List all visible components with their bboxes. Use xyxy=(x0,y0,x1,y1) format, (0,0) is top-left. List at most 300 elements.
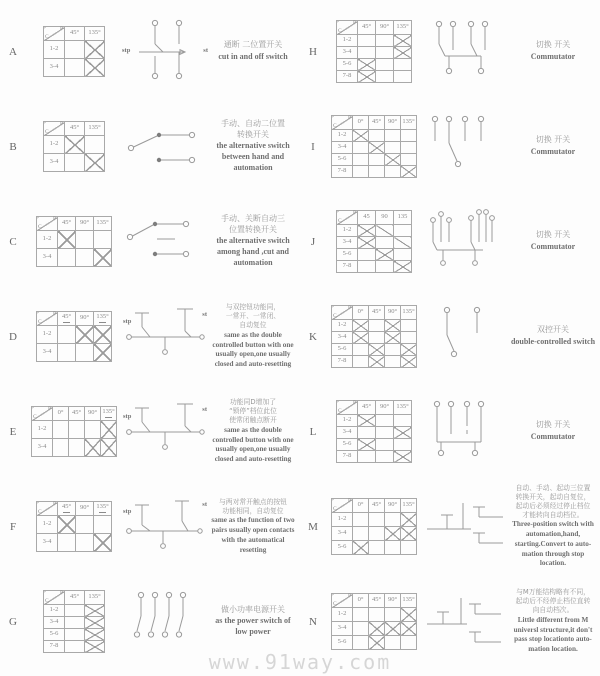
symbol-label-stp: stp xyxy=(123,507,132,515)
contact-pair-label: 3-4 xyxy=(337,47,358,59)
position-contact-grid xyxy=(336,400,412,463)
degree-label: 45 xyxy=(363,213,370,221)
closed-contact-mark xyxy=(353,541,369,555)
empty-cell xyxy=(369,513,385,527)
contact-pair-label: 1-2 xyxy=(332,608,353,622)
closed-contact-mark xyxy=(85,641,105,653)
position-corner-label: P xyxy=(352,210,356,216)
empty-cell xyxy=(394,59,412,71)
position-corner-label: P xyxy=(347,593,351,599)
empty-cell xyxy=(358,47,376,59)
empty-cell xyxy=(65,41,85,59)
degree-header xyxy=(94,312,112,326)
empty-cell xyxy=(353,608,369,622)
empty-cell xyxy=(385,513,401,527)
degree-label: 45° xyxy=(371,118,382,126)
chinese-line: 切换 开关 xyxy=(535,420,571,430)
corner-cell xyxy=(332,306,353,320)
position-contact-grid xyxy=(43,590,105,653)
commutator-l-icon xyxy=(422,396,508,468)
empty-cell xyxy=(76,249,94,267)
empty-cell xyxy=(369,130,385,142)
corner-cell xyxy=(337,21,358,35)
position-contact-table xyxy=(326,400,422,463)
empty-cell xyxy=(369,154,385,166)
degree-label: 135° xyxy=(402,501,415,509)
closed-contact-mark xyxy=(358,237,376,249)
closed-contact-mark xyxy=(353,320,369,332)
empty-cell xyxy=(394,71,412,83)
closed-contact-mark xyxy=(385,154,401,166)
contact-pair-label: 7-8 xyxy=(337,451,358,463)
contact-pair-label: 5-6 xyxy=(44,629,65,641)
row-letter: A xyxy=(9,45,17,58)
buttons-m-icon xyxy=(422,491,508,563)
degree-header xyxy=(85,122,105,136)
watermark: www.91way.com xyxy=(208,650,392,674)
degree-label: 45° xyxy=(61,219,72,227)
contact-pair-label: 1-2 xyxy=(337,35,358,47)
empty-cell xyxy=(394,249,412,261)
empty-cell xyxy=(353,527,369,541)
four-breaks-icon xyxy=(122,586,208,658)
empty-cell xyxy=(58,534,76,552)
commutator-j-icon xyxy=(422,206,508,278)
selector-two-icon xyxy=(122,111,208,183)
closed-contact-mark xyxy=(358,415,376,427)
description xyxy=(208,119,300,173)
degree-label: 0° xyxy=(57,409,64,417)
closed-contact-mark xyxy=(394,47,412,59)
symbol-label-stp: stp xyxy=(123,412,132,420)
chinese-line: 转换开关 xyxy=(237,129,269,139)
degree-label: 90 xyxy=(381,213,388,221)
empty-cell xyxy=(358,249,376,261)
closed-contact-mark xyxy=(94,534,112,552)
row-letter: L xyxy=(309,425,317,438)
contact-pair-label: 3-4 xyxy=(337,237,358,249)
degree-header xyxy=(58,502,76,516)
degree-label: 45° xyxy=(71,409,82,417)
description-english: cut in and off switch xyxy=(218,51,288,61)
degree-header xyxy=(394,401,412,415)
contact-pair-label: 1-2 xyxy=(332,320,353,332)
position-contact-table xyxy=(26,590,122,653)
position-contact-table xyxy=(26,26,122,77)
empty-cell xyxy=(76,516,94,534)
symbol-label-st: st xyxy=(202,310,207,318)
empty-cell xyxy=(394,225,412,237)
empty-cell xyxy=(69,421,85,439)
position-contact-grid xyxy=(336,210,412,273)
switch-row-F xyxy=(0,479,300,574)
empty-cell xyxy=(358,427,376,439)
degree-header xyxy=(85,407,101,421)
chinese-line: 手动、关断自动三 xyxy=(221,214,285,224)
degree-label: 135° xyxy=(96,219,109,227)
switch-row-L xyxy=(300,384,600,479)
symbol-label-st: st xyxy=(203,47,208,55)
chinese-line: 转换开关，起动自复位， xyxy=(515,492,591,501)
degree-label: 45° xyxy=(69,29,80,37)
empty-cell xyxy=(376,415,394,427)
degree-label: 45° xyxy=(361,23,372,31)
degree-header xyxy=(76,312,94,326)
degree-label: 45° xyxy=(371,596,382,604)
closed-contact-mark xyxy=(401,356,417,368)
degree-header xyxy=(65,591,85,605)
degree-header xyxy=(394,21,412,35)
position-contact-table xyxy=(26,406,122,457)
empty-cell xyxy=(94,231,112,249)
chinese-line: 切换 开关 xyxy=(535,135,571,145)
empty-cell xyxy=(385,541,401,555)
degree-header xyxy=(358,211,376,225)
closed-contact-mark xyxy=(401,608,417,622)
closed-contact-mark xyxy=(85,59,105,77)
symbol-label-st: st xyxy=(202,405,207,413)
right-column xyxy=(300,0,600,676)
empty-cell xyxy=(385,608,401,622)
position-corner-label: P xyxy=(59,590,63,596)
closed-contact-mark xyxy=(394,261,412,273)
chinese-line: 一常开、一常闭、 xyxy=(225,312,281,321)
empty-cell xyxy=(369,608,385,622)
closed-contact-mark xyxy=(385,527,401,541)
closed-contact-mark xyxy=(85,154,105,172)
contact-pair-label: 3-4 xyxy=(332,142,353,154)
description-chinese xyxy=(209,214,297,235)
switch-row-A xyxy=(0,4,300,99)
position-contact-table xyxy=(26,121,122,172)
closed-contact-mark xyxy=(94,249,112,267)
contact-pair-label: 3-4 xyxy=(44,59,65,77)
contact-pair-label: 3-4 xyxy=(337,427,358,439)
degree-header xyxy=(358,401,376,415)
closed-contact-mark xyxy=(376,249,394,261)
closed-contact-mark xyxy=(401,527,417,541)
empty-cell xyxy=(65,617,85,629)
closed-contact-mark xyxy=(385,622,401,636)
degree-header xyxy=(65,122,85,136)
empty-cell xyxy=(401,636,417,650)
description xyxy=(208,303,300,369)
empty-cell xyxy=(376,261,394,273)
description-chinese xyxy=(509,484,597,519)
description xyxy=(208,40,300,62)
empty-cell xyxy=(58,249,76,267)
chinese-line: 位置转换开关 xyxy=(229,224,277,234)
pushpull-two-icon xyxy=(122,16,208,88)
degree-label: 0° xyxy=(357,118,364,126)
degree-label: 135° xyxy=(402,118,415,126)
position-contact-grid xyxy=(331,305,417,368)
closed-contact-mark xyxy=(401,166,417,178)
description-english: same as the double controlled button with one usually open,one usually closed and auto-resetting xyxy=(212,425,294,463)
contact-pair-label: 5-6 xyxy=(332,636,353,650)
contact-pair-label: 3-4 xyxy=(32,439,53,457)
description-chinese xyxy=(209,40,297,50)
description xyxy=(208,605,300,638)
row-letter: D xyxy=(9,330,17,343)
closed-contact-mark xyxy=(85,629,105,641)
empty-cell xyxy=(369,320,385,332)
contact-pair-label: 5-6 xyxy=(332,344,353,356)
chinese-line: 通断 二位置开关 xyxy=(223,40,283,50)
contact-pair-label: 1-2 xyxy=(32,421,53,439)
closed-contact-mark xyxy=(394,427,412,439)
chinese-line: 自动复位 xyxy=(239,320,267,329)
contact-corner-label: C xyxy=(333,505,337,512)
empty-cell xyxy=(358,451,376,463)
description xyxy=(208,498,300,556)
description-chinese xyxy=(209,119,297,140)
degree-label: 90° xyxy=(387,501,398,509)
degree-header xyxy=(369,594,385,608)
commutator-i-icon xyxy=(422,111,508,183)
contact-pair-label: 3-4 xyxy=(37,534,58,552)
description-english: Commutator xyxy=(530,51,576,61)
closed-contact-mark xyxy=(369,636,385,650)
empty-cell xyxy=(76,534,94,552)
degree-label: 45° xyxy=(61,313,72,321)
contact-pair-label: 3-4 xyxy=(37,344,58,362)
position-contact-grid xyxy=(336,20,412,83)
closed-contact-mark xyxy=(353,130,369,142)
degree-label: 135° xyxy=(88,593,101,601)
position-contact-table xyxy=(326,305,422,368)
switch-row-I xyxy=(300,99,600,194)
commutator-h-icon xyxy=(422,16,508,88)
degree-header xyxy=(385,594,401,608)
degree-label: 135° xyxy=(396,23,409,31)
position-contact-grid xyxy=(31,406,117,457)
degree-label: 135° xyxy=(396,403,409,411)
degree-header xyxy=(369,499,385,513)
closed-contact-mark xyxy=(76,326,94,344)
row-letter: C xyxy=(9,235,17,248)
empty-cell xyxy=(385,130,401,142)
degree-label: 45° xyxy=(69,593,80,601)
degree-header xyxy=(94,502,112,516)
degree-header xyxy=(394,211,412,225)
contact-pair-label: 3-4 xyxy=(44,154,65,172)
corner-cell xyxy=(332,594,353,608)
contact-corner-label: C xyxy=(45,128,49,135)
corner-cell xyxy=(37,217,58,231)
description xyxy=(208,214,300,268)
description-chinese xyxy=(509,230,597,240)
contact-corner-label: C xyxy=(38,318,42,325)
row-letter: F xyxy=(9,520,17,533)
contact-pair-label: 1-2 xyxy=(337,225,358,237)
description-english: same as the double controlled button with one usually open,one usually closed and auto-resetting xyxy=(212,330,294,368)
degree-header xyxy=(401,594,417,608)
contact-pair-label: 1-2 xyxy=(37,231,58,249)
empty-cell xyxy=(401,130,417,142)
empty-cell xyxy=(376,47,394,59)
degree-header xyxy=(53,407,69,421)
description-english: as the power switch of low power xyxy=(215,616,291,637)
momentary-dash xyxy=(99,512,106,513)
empty-cell xyxy=(353,166,369,178)
momentary-dash xyxy=(99,322,106,323)
description-chinese xyxy=(209,398,297,424)
degree-label: 90° xyxy=(79,314,90,322)
description-english: double-controlled switch xyxy=(510,336,596,346)
closed-contact-mark xyxy=(394,35,412,47)
chinese-line: 与双控钮功能同， xyxy=(225,303,281,312)
degree-header xyxy=(401,306,417,320)
contact-pair-label: 1-2 xyxy=(44,605,65,617)
empty-cell xyxy=(369,527,385,541)
empty-cell xyxy=(401,541,417,555)
degree-label: 90° xyxy=(79,219,90,227)
description-chinese xyxy=(209,303,297,329)
position-corner-label: P xyxy=(47,406,51,412)
switch-row-D xyxy=(0,289,300,384)
description-english: the alternative switch among hand ,cut and automation xyxy=(216,236,290,267)
chinese-line: “锁停”档位此位 xyxy=(229,407,277,416)
degree-header xyxy=(94,217,112,231)
empty-cell xyxy=(401,320,417,332)
contact-pair-label: 1-2 xyxy=(44,136,65,154)
degree-label: 135° xyxy=(402,308,415,316)
position-corner-label: P xyxy=(347,305,351,311)
contact-pair-label: 7-8 xyxy=(332,356,353,368)
closed-contact-mark xyxy=(401,344,417,356)
position-corner-label: P xyxy=(52,216,56,222)
closed-contact-mark xyxy=(394,237,412,249)
degree-label: 135° xyxy=(88,29,101,37)
closed-contact-mark xyxy=(358,71,376,83)
contact-corner-label: C xyxy=(333,312,337,319)
degree-label: 135° xyxy=(102,408,115,416)
degree-header xyxy=(358,21,376,35)
position-contact-grid xyxy=(36,216,112,267)
empty-cell xyxy=(65,154,85,172)
empty-cell xyxy=(369,166,385,178)
closed-contact-mark xyxy=(358,439,376,451)
degree-header xyxy=(385,306,401,320)
chinese-line: 使常闭触点断开 xyxy=(229,415,277,424)
degree-header xyxy=(376,401,394,415)
description-english: the alternative switch between hand and automation xyxy=(216,141,290,172)
contact-pair-label: 1-2 xyxy=(37,326,58,344)
empty-cell xyxy=(353,154,369,166)
closed-contact-mark xyxy=(85,439,101,457)
chinese-line: 双控开关 xyxy=(537,325,569,335)
corner-cell xyxy=(32,407,53,421)
description xyxy=(508,325,600,347)
corner-cell xyxy=(337,211,358,225)
empty-cell xyxy=(385,142,401,154)
degree-label: 45° xyxy=(371,308,382,316)
degree-header xyxy=(85,591,105,605)
degree-header xyxy=(353,499,369,513)
position-contact-grid xyxy=(331,115,417,178)
empty-cell xyxy=(376,451,394,463)
contact-pair-label: 5-6 xyxy=(337,439,358,451)
momentary-dash xyxy=(105,417,112,418)
closed-contact-mark xyxy=(85,605,105,617)
row-letter: N xyxy=(309,615,317,628)
description-chinese xyxy=(509,40,597,50)
contact-pair-label: 7-8 xyxy=(332,166,353,178)
degree-header xyxy=(353,306,369,320)
closed-contact-mark xyxy=(358,225,376,237)
symbol-label-st: st xyxy=(202,500,207,508)
contact-pair-label: 1-2 xyxy=(332,130,353,142)
position-corner-label: P xyxy=(347,115,351,121)
empty-cell xyxy=(385,636,401,650)
corner-cell xyxy=(44,591,65,605)
contact-pair-label: 3-4 xyxy=(44,617,65,629)
position-contact-grid xyxy=(36,501,112,552)
description-chinese xyxy=(509,135,597,145)
closed-contact-mark xyxy=(369,356,385,368)
degree-header xyxy=(85,27,105,41)
degree-label: 135° xyxy=(96,503,109,511)
empty-cell xyxy=(353,142,369,154)
selector-three-icon xyxy=(122,206,208,278)
contact-corner-label: C xyxy=(333,600,337,607)
description-chinese xyxy=(209,498,297,516)
row-letter: E xyxy=(9,425,17,438)
contact-pair-label: 1-2 xyxy=(37,516,58,534)
description-chinese xyxy=(509,420,597,430)
degree-label: 45° xyxy=(69,124,80,132)
switch-row-B xyxy=(0,99,300,194)
closed-contact-mark xyxy=(94,326,112,344)
closed-contact-mark xyxy=(58,231,76,249)
closed-contact-mark xyxy=(401,622,417,636)
closed-contact-mark xyxy=(369,622,385,636)
empty-cell xyxy=(353,344,369,356)
empty-cell xyxy=(353,513,369,527)
position-contact-table xyxy=(26,216,122,267)
position-contact-grid xyxy=(43,121,105,172)
momentary-dash xyxy=(63,322,70,323)
empty-cell xyxy=(401,154,417,166)
degree-header xyxy=(76,502,94,516)
corner-cell xyxy=(37,312,58,326)
degree-header xyxy=(376,211,394,225)
contact-pair-label: 7-8 xyxy=(337,71,358,83)
degree-header xyxy=(58,217,76,231)
position-contact-table xyxy=(26,501,122,552)
symbol-label-stp: stp xyxy=(123,317,132,325)
contact-pair-label: 1-2 xyxy=(332,513,353,527)
buttons-two-icon xyxy=(122,396,208,468)
contact-corner-label: C xyxy=(338,407,342,414)
chinese-line: 起动后不经停止档位直转 xyxy=(515,597,591,606)
corner-cell xyxy=(337,401,358,415)
closed-contact-mark xyxy=(94,344,112,362)
contact-pair-label: 3-4 xyxy=(332,527,353,541)
contact-pair-label: 5-6 xyxy=(332,541,353,555)
description xyxy=(508,420,600,442)
position-corner-label: P xyxy=(347,498,351,504)
row-letter: G xyxy=(9,615,17,628)
contact-corner-label: C xyxy=(45,597,49,604)
closed-contact-mark xyxy=(394,451,412,463)
switch-row-E xyxy=(0,384,300,479)
buttons-up-icon xyxy=(122,491,208,563)
description-chinese xyxy=(509,588,597,614)
degree-label: 90° xyxy=(79,504,90,512)
empty-cell xyxy=(65,629,85,641)
